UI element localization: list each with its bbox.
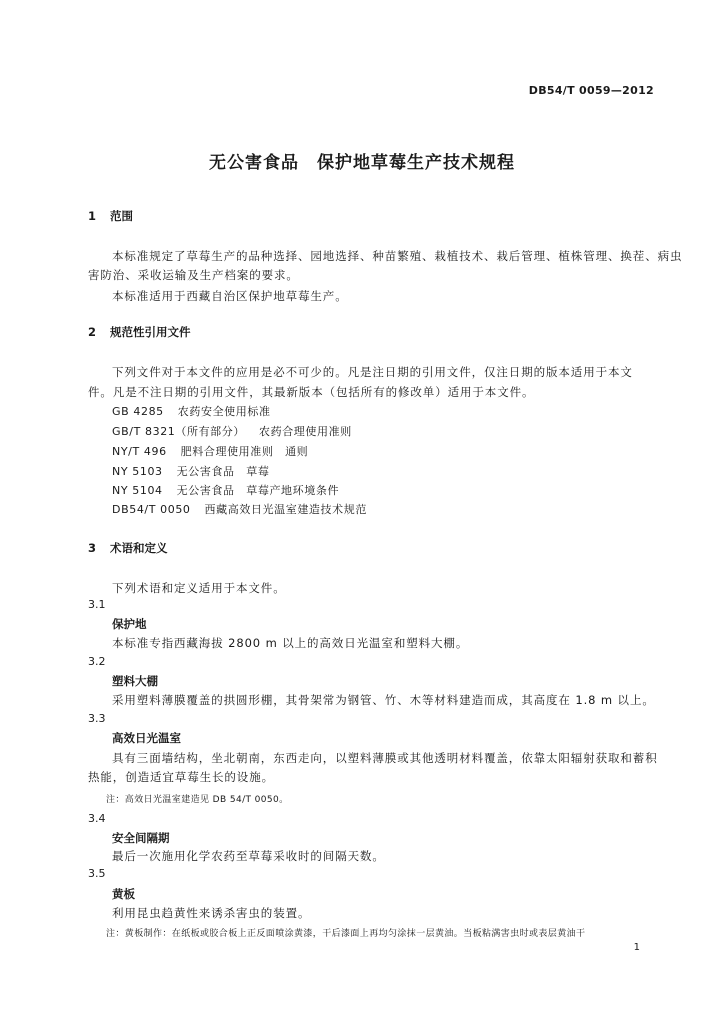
section-2-heading: 2 规范性引用文件 [88, 325, 191, 339]
term-number: 3.5 [88, 867, 106, 880]
reference-item: DB54/T 0050 西藏高效日光温室建造技术规范 [112, 503, 367, 516]
section-1-para1-line2: 害防治、采收运输及生产档案的要求。 [88, 268, 299, 282]
term-name: 高效日光温室 [112, 731, 181, 745]
term-number: 3.1 [88, 598, 106, 611]
section-3-intro: 下列术语和定义适用于本文件。 [112, 581, 286, 595]
term-definition: 具有三面墙结构，坐北朝南，东西走向，以塑料薄膜或其他透明材料覆盖，依靠太阳辐射获取和蓄积 [112, 751, 658, 765]
term-definition: 本标准专指西藏海拔 2800 m 以上的高效日光温室和塑料大棚。 [112, 636, 469, 650]
term-definition-continued: 热能，创造适宜草莓生长的设施。 [88, 770, 274, 784]
term-note: 注：黄板制作：在纸板或胶合板上正反面喷涂黄漆，干后漆面上再均匀涂抹一层黄油。当板粘满害虫时或表层黄油干 [106, 929, 586, 939]
term-name: 黄板 [112, 887, 135, 901]
section-1-heading: 1 范围 [88, 209, 133, 223]
term-name: 保护地 [112, 617, 147, 631]
standard-code: DB54/T 0059—2012 [528, 84, 654, 97]
reference-item: NY 5103 无公害食品 草莓 [112, 465, 270, 478]
title-part1: 无公害食品 [209, 153, 299, 173]
section-2-para1-line2: 件。凡是不注日期的引用文件，其最新版本（包括所有的修改单）适用于本文件。 [88, 385, 535, 399]
reference-item: NY 5104 无公害食品 草莓产地环境条件 [112, 484, 340, 497]
page-number: 1 [633, 942, 640, 953]
title-part2: 保护地草莓生产技术规程 [317, 153, 515, 173]
term-definition: 最后一次施用化学农药至草莓采收时的间隔天数。 [112, 849, 385, 863]
section-1-para1-line1: 本标准规定了草莓生产的品种选择、园地选择、种苗繁殖、栽植技术、栽后管理、植株管理、换茬、病虫 [112, 249, 683, 263]
document-title [0, 148, 724, 173]
reference-item: GB/T 8321（所有部分） 农药合理使用准则 [112, 425, 352, 438]
reference-item: NY/T 496 肥料合理使用准则 通则 [112, 445, 309, 458]
term-definition: 采用塑料薄膜覆盖的拱圆形棚，其骨架常为钢管、竹、木等材料建造而成，其高度在 1.8 m 以上。 [112, 693, 655, 707]
section-2-para1-line1: 下列文件对于本文件的应用是必不可少的。凡是注日期的引用文件，仅注日期的版本适用于本文 [112, 365, 633, 379]
term-number: 3.2 [88, 655, 106, 668]
term-name: 安全间隔期 [112, 831, 170, 845]
term-number: 3.4 [88, 812, 106, 825]
term-definition: 利用昆虫趋黄性来诱杀害虫的装置。 [112, 906, 311, 920]
term-note: 注：高效日光温室建造见 DB 54/T 0050。 [106, 795, 289, 805]
section-3-heading: 3 术语和定义 [88, 541, 168, 555]
section-1-para2: 本标准适用于西藏自治区保护地草莓生产。 [112, 289, 348, 303]
reference-item: GB 4285 农药安全使用标准 [112, 405, 271, 418]
term-number: 3.3 [88, 712, 106, 725]
term-name: 塑料大棚 [112, 674, 158, 688]
